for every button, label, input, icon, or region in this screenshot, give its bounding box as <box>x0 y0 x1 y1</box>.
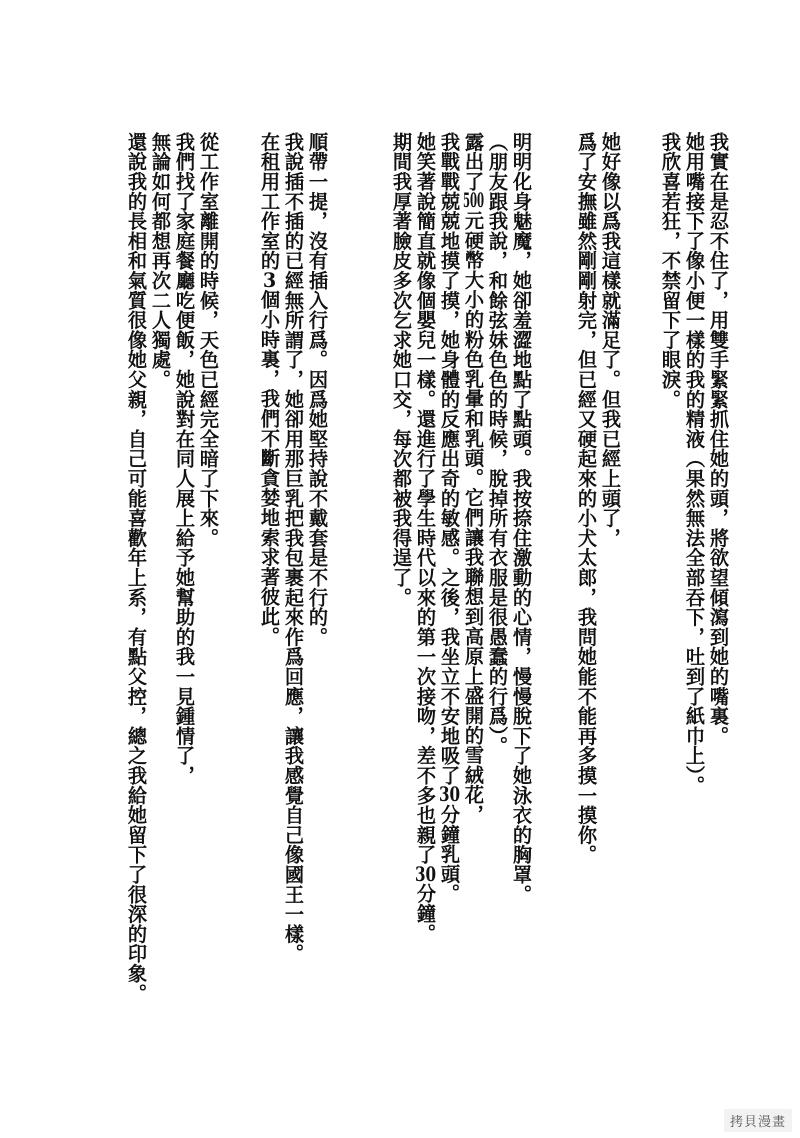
text-column: 爲了安撫雖然剛剛射完，但已經又硬起來的小犬太郎，我問她能不能再多摸一摸你。 <box>575 132 598 865</box>
text-column: 她笑著說簡直就像個嬰兒一樣。還進行了學生時代以來的第一次接吻，差不多也親了30分鐘。 <box>414 132 437 944</box>
site-watermark: 拷貝漫畫 <box>724 1109 792 1132</box>
text-column: 我欣喜若狂，不禁留下了眼淚。 <box>659 132 682 410</box>
text-column: 無論如何都想再次二人獨處。 <box>149 132 172 390</box>
text-column: 期間我厚著臉皮多次乞求她口交，每次都被我得逞了。 <box>390 132 413 608</box>
text-column: 還說我的長相和氣質很像她父親，自己可能喜歡年上系，有點父控，總之我給她留下了很深的印象。 <box>125 132 148 1004</box>
text-column: 在租用工作室的3個小時裏，我們不斷貪婪地索求著彼此。 <box>258 132 281 647</box>
text-column: 她好像以爲我這樣就滿足了。但我已經上頭了， <box>599 132 622 548</box>
text-column: 我們找了家庭餐廳吃便飯，她說對在同人展上給予她幫助的我一見鍾情了， <box>173 132 196 786</box>
text-column: 她用嘴接下了像小便一樣的我的精液（果然無法全部吞下，吐到了紙巾上）。 <box>683 132 706 796</box>
text-column: 我說插不插的已經無所謂了，她卻用那巨乳把我包裹起來作爲回應，讓我感覺自己像國王一樣。 <box>282 132 305 964</box>
text-column: 我戰戰兢兢地摸了摸，她身體的反應出奇的敏感。之後，我坐立不安地吸了30分鐘乳頭。 <box>438 132 461 904</box>
text-column: 順帶一提，沒有插入行爲。因爲她堅持說不戴套是不行的。 <box>306 132 329 647</box>
text-column: （朋友跟我說，和餘弦妹色色的時候，脫掉所有衣服是很愚蠢的行爲）。 <box>486 132 509 756</box>
text-column: 明明化身魅魔，她卻羞澀地點了點頭。我按捺住激動的心情，慢慢脫下了她泳衣的胸罩。 <box>510 132 533 905</box>
text-column: 露出了500元硬幣大小的粉色乳暈和乳頭。它們讓我聯想到高原上盛開的雪絨花， <box>462 132 485 825</box>
text-column: 我實在是忍不住了，用雙手緊緊抓住她的頭，將欲望傾瀉到她的嘴裏。 <box>707 132 730 746</box>
text-column: 從工作室離開的時候，天色已經完全暗了下來。 <box>197 132 220 548</box>
